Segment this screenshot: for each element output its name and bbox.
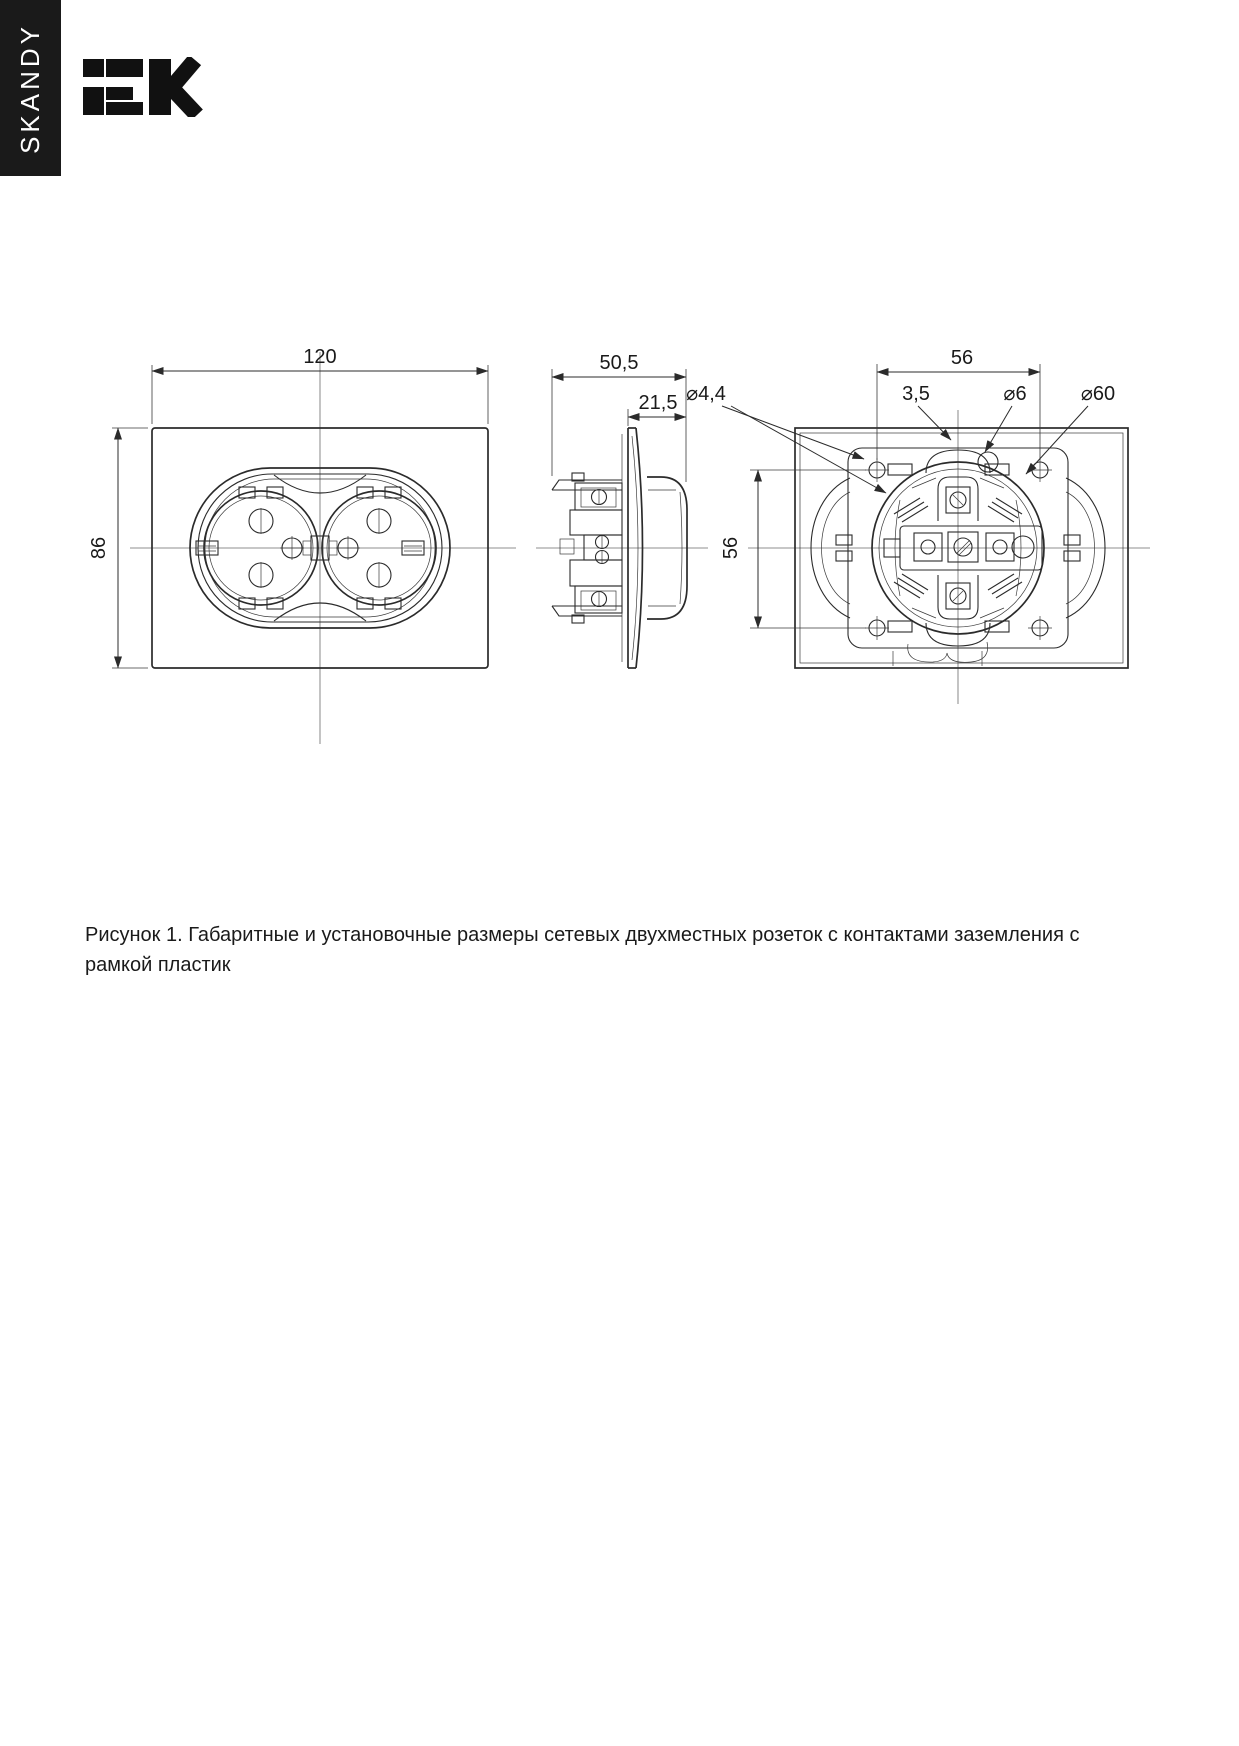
dimension-drawing	[0, 280, 1239, 760]
earth-bracket-top	[926, 450, 998, 521]
dim-side-depth-front	[628, 392, 686, 426]
dim-label-back-height: 56	[720, 536, 742, 560]
dim-label-slot-width: 3,5	[902, 383, 930, 405]
figure-caption	[85, 920, 1190, 980]
back-view	[686, 347, 1150, 704]
dim-label-back-width: 56	[950, 347, 974, 369]
series-banner-label: SKANDY	[15, 22, 45, 154]
dim-back-height	[720, 470, 866, 628]
series-banner	[0, 0, 61, 176]
iek-logo	[83, 57, 205, 117]
dim-label-dia-screw: ⌀4,4	[686, 383, 726, 405]
dim-label-dia-box: ⌀60	[1080, 383, 1116, 405]
leader-slot-width	[902, 383, 951, 440]
leader-dia-hole	[985, 383, 1027, 452]
dim-label-dia-hole: ⌀6	[1003, 383, 1027, 405]
figure-caption-line1: Рисунок 1. Габаритные и установочные размеры сетевых двухместных розеток с контактами заземления с	[85, 924, 1080, 946]
iek-logo-glyphs	[83, 59, 197, 115]
side-view	[536, 352, 708, 668]
strap-screws	[865, 458, 1052, 640]
dim-label-side-depth-total: 50,5	[599, 352, 639, 374]
earth-bracket-bottom	[908, 575, 990, 662]
front-view	[88, 346, 516, 744]
figure-caption-line2: рамкой пластик	[85, 954, 231, 976]
leader-dia-screw	[686, 383, 886, 493]
dim-label-front-height: 86	[88, 536, 110, 560]
dim-label-front-width: 120	[303, 346, 337, 368]
dim-label-side-depth-front: 21,5	[638, 392, 678, 414]
